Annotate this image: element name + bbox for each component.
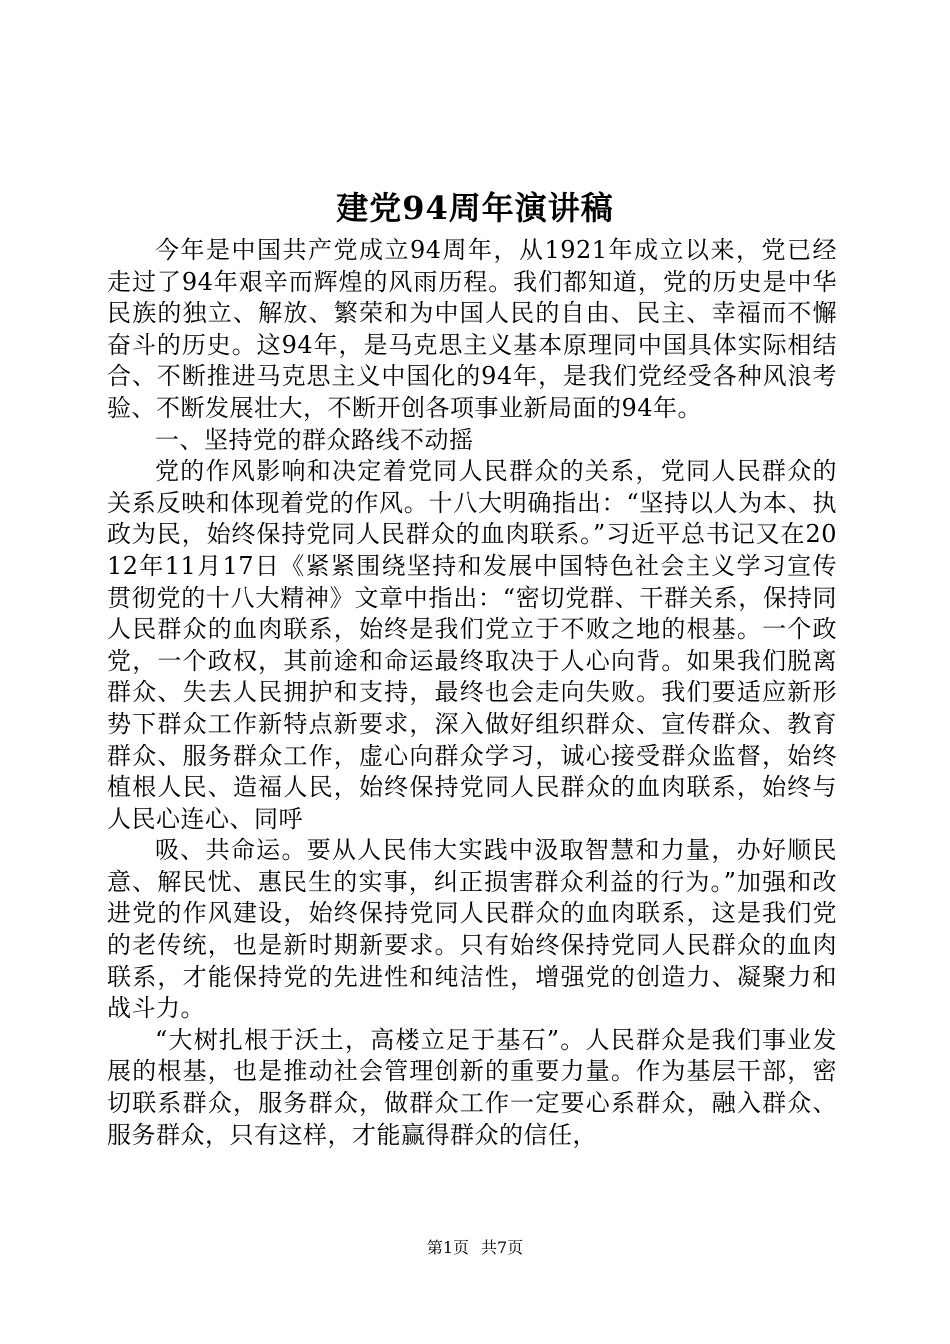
section-heading-1: 一、坚持党的群众路线不动摇 xyxy=(155,425,474,454)
document-body xyxy=(107,235,837,1151)
paragraph-foundation: “大树扎根于沃土，高楼立足于基石”。人民群众是我们事业发展的根基，也是推动社会管理创新的重要力量。作为基层干部，密切联系群众，服务群众，做群众工作一定要心系群众，融入群众、服务群众，只有这样，才能赢得群众的信任， xyxy=(107,1025,837,1149)
paragraph-intro: 今年是中国共产党成立94周年，从1921年成立以来，党已经走过了94年艰辛而辉煌的风雨历程。我们都知道，党的历史是中华民族的独立、解放、繁荣和为中国人民的自由、民主、幸福而不懈奋斗的历史。这94年，是马克思主义基本原理同中国具体实际相结合、不断推进马克思主义中国化的94年，是我们党经受各种风浪考验、不断发展壮大，不断开创各项事业新局面的94年。 xyxy=(107,236,837,422)
page-footer xyxy=(0,1236,950,1260)
paragraph-continuation: 吸、共命运。要从人民伟大实践中汲取智慧和力量，办好顺民意、解民忧、惠民生的实事，纠正损害群众利益的行为。”加强和改进党的作风建设，始终保持党同人民群众的血肉联系，这是我们党的老传统，也是新时期新要求。只有始终保持党同人民群众的血肉联系，才能保持党的先进性和纯洁性，增强党的创造力、凝聚力和战斗力。 xyxy=(107,836,837,1023)
page-number: 第1页 xyxy=(426,1238,469,1257)
paragraph-mass-line: 党的作风影响和决定着党同人民群众的关系，党同人民群众的关系反映和体现着党的作风。十八大明确指出：“坚持以人为本、执政为民，始终保持党同人民群众的血肉联系。”习近平总书记又在2012年11月17日《紧紧围绕坚持和发展中国特色社会主义学习宣传贯彻党的十八大精神》文章中指出：“密切党群、干群关系，保持同人民群众的血肉联系，始终是我们党立于不败之地的根基。一个政党，一个政权，其前途和命运最终取决于人心向背。如果我们脱离群众、失去人民拥护和支持，最终也会走向失败。我们要适应新形势下群众工作新特点新要求，深入做好组织群众、宣传群众、教育群众、服务群众工作，虚心向群众学习，诚心接受群众监督，始终植根人民、造福人民，始终保持党同人民群众的血肉联系，始终与人民心连心、同呼 xyxy=(107,457,837,833)
page-total: 共7页 xyxy=(481,1238,524,1257)
document-title: 建党94周年演讲稿 xyxy=(336,189,614,227)
